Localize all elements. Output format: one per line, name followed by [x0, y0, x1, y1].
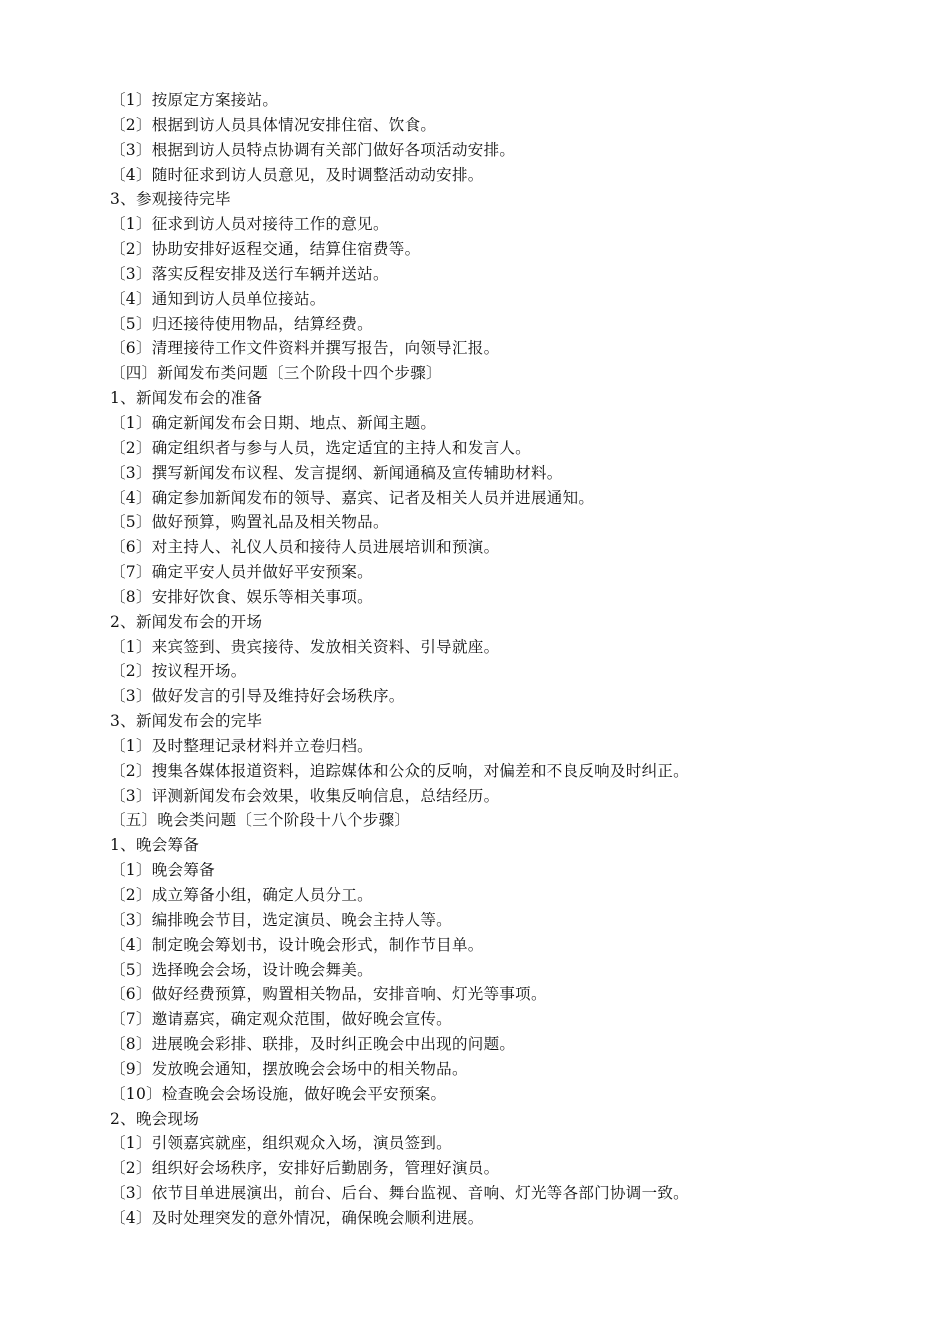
list-item: 〔2〕组织好会场秩序，安排好后勤剧务，管理好演员。	[110, 1159, 500, 1178]
list-item: 〔3〕依节目单进展演出，前台、后台、舞台监视、音响、灯光等各部门协调一致。	[110, 1184, 689, 1203]
section-heading: 3、参观接待完毕	[110, 190, 231, 209]
list-item: 〔1〕按原定方案接站。	[110, 91, 279, 109]
list-item: 〔2〕协助安排好返程交通，结算住宿费等。	[110, 240, 421, 259]
list-item: 〔7〕确定平安人员并做好平安预案。	[110, 563, 373, 582]
list-item: 〔10〕检查晚会会场设施，做好晚会平安预案。	[110, 1084, 447, 1103]
list-item: 〔1〕引领嘉宾就座，组织观众入场，演员签到。	[110, 1134, 452, 1153]
list-item: 〔8〕安排好饮食、娱乐等相关事项。	[110, 587, 373, 606]
chapter-heading: 〔五〕晚会类问题〔三个阶段十八个步骤〕	[110, 811, 411, 830]
list-item: 〔1〕来宾签到、贵宾接待、发放相关资料、引导就座。	[110, 637, 500, 656]
list-item: 〔6〕清理接待工作文件资料并撰写报告，向领导汇报。	[110, 339, 500, 358]
list-item: 〔2〕搜集各媒体报道资料，追踪媒体和公众的反响，对偏差和不良反响及时纠正。	[110, 761, 689, 780]
list-item: 〔4〕随时征求到访人员意见，及时调整活动动安排。	[110, 165, 484, 184]
list-item: 〔1〕确定新闻发布会日期、地点、新闻主题。	[110, 413, 437, 432]
list-item: 〔2〕确定组织者与参与人员，选定适宜的主持人和发言人。	[110, 438, 531, 457]
list-item: 〔3〕评测新闻发布会效果，收集反响信息，总结经历。	[110, 786, 500, 805]
section-heading: 2、新闻发布会的开场	[110, 612, 263, 631]
list-item: 〔1〕及时整理记录材料并立卷归档。	[110, 736, 373, 755]
section-heading: 1、晚会筹备	[110, 836, 200, 855]
list-item: 〔1〕征求到访人员对接待工作的意见。	[110, 215, 389, 234]
list-item: 〔5〕归还接待使用物品，结算经费。	[110, 314, 373, 333]
list-item: 〔5〕做好预算，购置礼品及相关物品。	[110, 513, 389, 532]
list-item: 〔2〕根据到访人员具体情况安排住宿、饮食。	[110, 115, 437, 134]
list-item: 〔3〕做好发言的引导及维持好会场秩序。	[110, 687, 405, 706]
list-item: 〔3〕编排晚会节目，选定演员、晚会主持人等。	[110, 910, 452, 929]
list-item: 〔6〕对主持人、礼仪人员和接待人员进展培训和预演。	[110, 538, 500, 557]
list-item: 〔3〕根据到访人员特点协调有关部门做好各项活动安排。	[110, 140, 516, 159]
section-heading: 3、新闻发布会的完毕	[110, 712, 263, 731]
list-item: 〔1〕晚会筹备	[110, 861, 215, 880]
list-item: 〔7〕邀请嘉宾，确定观众范围，做好晚会宣传。	[110, 1010, 452, 1029]
list-item: 〔5〕选择晚会会场，设计晚会舞美。	[110, 960, 373, 979]
list-item: 〔4〕及时处理突发的意外情况，确保晚会顺利进展。	[110, 1208, 484, 1227]
list-item: 〔2〕按议程开场。	[110, 662, 247, 681]
section-heading: 1、新闻发布会的准备	[110, 389, 263, 408]
list-item: 〔6〕做好经费预算，购置相关物品，安排音响、灯光等事项。	[110, 985, 547, 1004]
list-item: 〔9〕发放晚会通知，摆放晚会会场中的相关物品。	[110, 1059, 468, 1078]
list-item: 〔4〕制定晚会筹划书，设计晚会形式，制作节目单。	[110, 935, 484, 954]
list-item: 〔3〕撰写新闻发布议程、发言提纲、新闻通稿及宣传辅助材料。	[110, 463, 563, 482]
chapter-heading: 〔四〕新闻发布类问题〔三个阶段十四个步骤〕	[110, 364, 442, 383]
list-item: 〔3〕落实反程安排及送行车辆并送站。	[110, 264, 389, 283]
list-item: 〔8〕进展晚会彩排、联排，及时纠正晚会中出现的问题。	[110, 1035, 516, 1054]
list-item: 〔4〕确定参加新闻发布的领导、嘉宾、记者及相关人员并进展通知。	[110, 488, 595, 507]
list-item: 〔4〕通知到访人员单位接站。	[110, 289, 326, 308]
document-body	[110, 88, 910, 1231]
list-item: 〔2〕成立筹备小组，确定人员分工。	[110, 886, 373, 904]
section-heading: 2、晚会现场	[110, 1109, 200, 1128]
